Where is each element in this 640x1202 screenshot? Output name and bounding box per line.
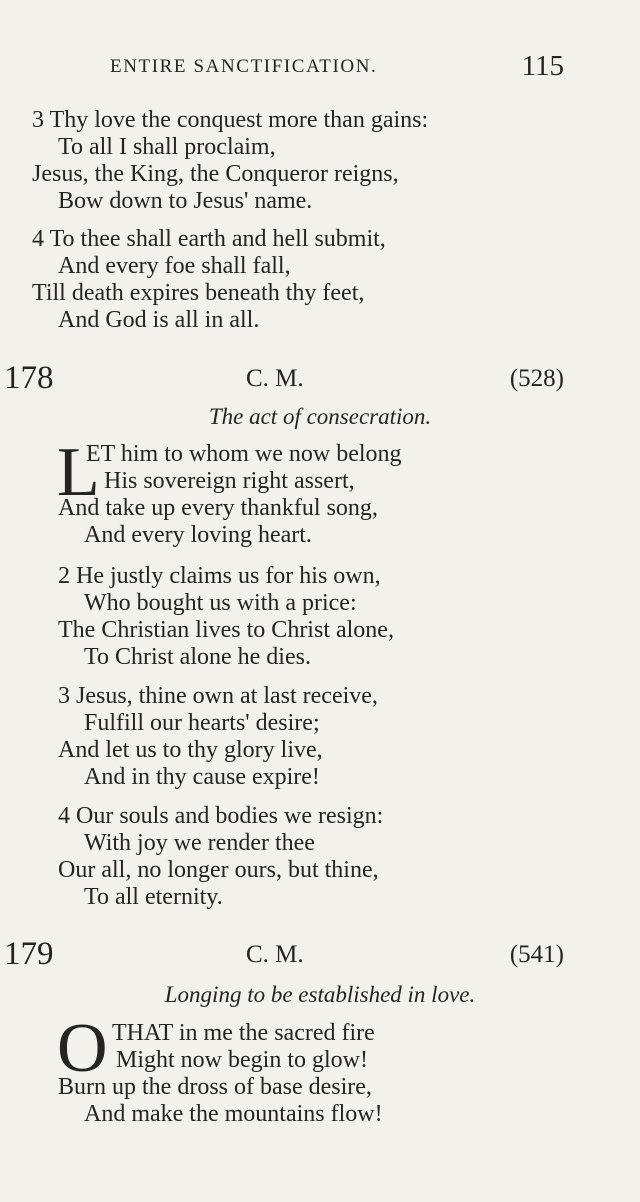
drop-cap: O [57, 1010, 108, 1087]
verse-line: ET him to whom we now belong [86, 441, 402, 467]
hymn-number: 178 [4, 360, 54, 396]
verse-line: 4 To thee shall earth and hell submit, [32, 226, 386, 252]
verse-line: To all I shall proclaim, [58, 134, 276, 160]
verse-line: The Christian lives to Christ alone, [58, 617, 394, 643]
verse-line: Fulfill our hearts' desire; [84, 710, 320, 736]
verse-line: THAT in me the sacred fire [112, 1020, 375, 1046]
hymn-number: 179 [4, 936, 54, 972]
verse-line: Till death expires beneath thy feet, [32, 280, 365, 306]
verse-line: Bow down to Jesus' name. [58, 188, 313, 214]
verse-line: And God is all in all. [58, 307, 260, 333]
hymn-title: The act of consecration. [208, 404, 432, 429]
verse-line: His sovereign right assert, [104, 468, 355, 494]
verse-line: To Christ alone he dies. [84, 644, 311, 670]
verse-line: To all eternity. [84, 884, 223, 910]
verse-line: And make the mountains flow! [84, 1101, 383, 1127]
drop-cap: L [57, 434, 100, 511]
hymn-meter: C. M. [246, 365, 304, 392]
verse-line: 4 Our souls and bodies we resign: [58, 803, 384, 829]
verse-line: And every foe shall fall, [58, 253, 291, 279]
verse-line: 3 Jesus, thine own at last receive, [58, 683, 378, 709]
verse-line: And in thy cause expire! [84, 764, 320, 790]
verse-line: Jesus, the King, the Conqueror reigns, [32, 161, 399, 187]
verse-line: Our all, no longer ours, but thine, [58, 857, 379, 883]
page-number: 115 [521, 50, 564, 82]
verse-line: With joy we render thee [84, 830, 315, 856]
verse-line: And let us to thy glory live, [58, 737, 323, 763]
tune-number: (541) [509, 941, 564, 968]
verse-line: And every loving heart. [84, 522, 312, 548]
verse-line: Might now begin to glow! [116, 1047, 368, 1073]
verse-line: Burn up the dross of base desire, [58, 1074, 372, 1100]
verse-line: 3 Thy love the conquest more than gains: [32, 107, 429, 133]
verse-line: Who bought us with a price: [84, 590, 357, 616]
verse-line: And take up every thankful song, [58, 495, 378, 521]
hymn-meter: C. M. [246, 941, 304, 968]
running-head: ENTIRE SANCTIFICATION. [110, 56, 378, 77]
hymn-title: Longing to be established in love. [164, 982, 476, 1007]
verse-line: 2 He justly claims us for his own, [58, 563, 381, 589]
tune-number: (528) [509, 365, 564, 392]
